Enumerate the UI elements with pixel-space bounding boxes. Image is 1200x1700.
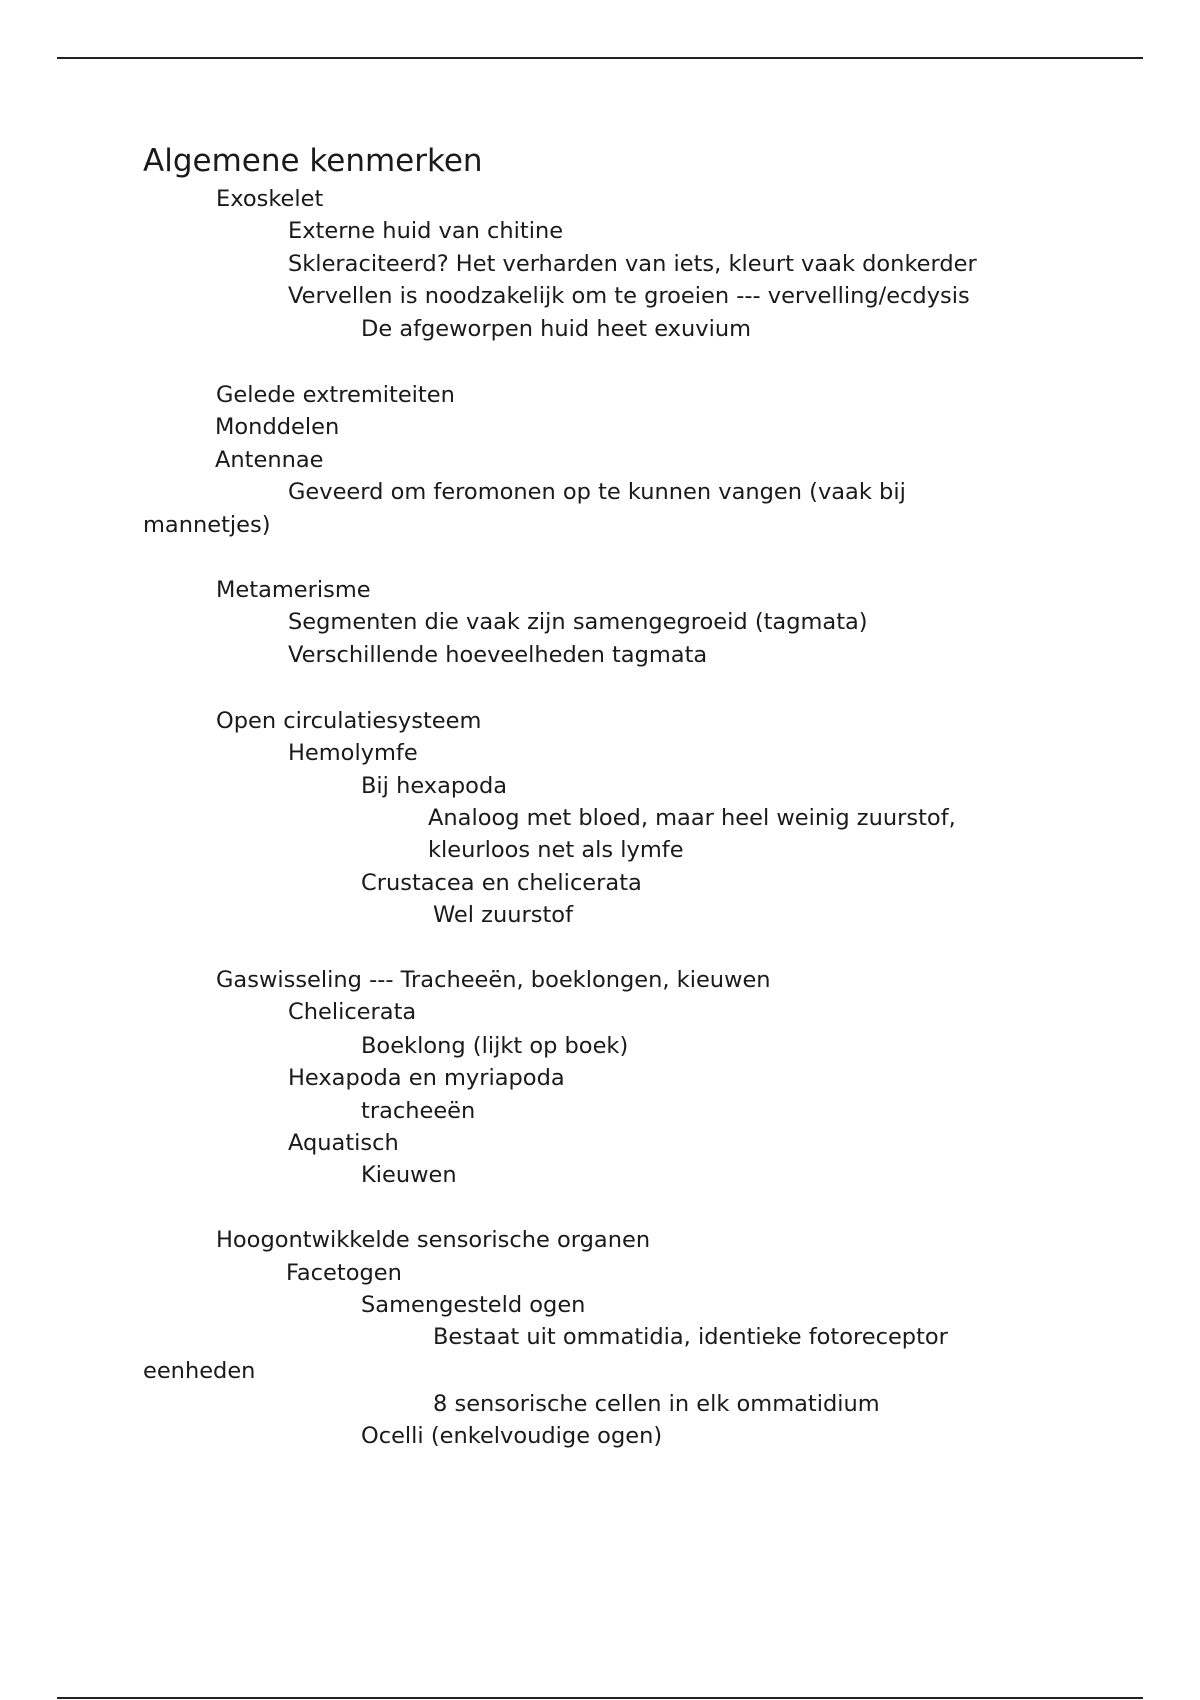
outline-item: Hexapoda en myriapoda [288, 1065, 565, 1091]
outline-item: Gelede extremiteiten [216, 382, 455, 408]
top-rule [57, 57, 1143, 59]
outline-item: Skleraciteerd? Het verharden van iets, kleurt vaak donkerder [288, 251, 977, 277]
outline-item: Gaswisseling --- Tracheeën, boeklongen, kieuwen [216, 967, 771, 993]
outline-item: De afgeworpen huid heet exuvium [361, 316, 752, 342]
outline-item: Wel zuurstof [433, 902, 573, 928]
outline-item: Hoogontwikkelde sensorische organen [216, 1227, 651, 1253]
outline-item: Bestaat uit ommatidia, identieke fotoreceptor [433, 1324, 948, 1350]
outline-item: Boeklong (lijkt op boek) [361, 1033, 629, 1059]
outline-item: Monddelen [215, 414, 340, 440]
outline-item: Ocelli (enkelvoudige ogen) [361, 1423, 663, 1449]
outline-item: Exoskelet [216, 186, 324, 212]
outline-item: kleurloos net als lymfe [428, 837, 684, 863]
outline-item: Bij hexapoda [361, 773, 508, 799]
bottom-rule [57, 1697, 1143, 1699]
outline-item: Crustacea en chelicerata [361, 870, 642, 896]
outline-item: tracheeën [361, 1098, 476, 1124]
outline-item: 8 sensorische cellen in elk ommatidium [433, 1391, 880, 1417]
outline-item: Vervellen is noodzakelijk om te groeien --- vervelling/ecdysis [288, 283, 970, 309]
outline-item: Metamerisme [216, 577, 371, 603]
outline-item: Open circulatiesysteem [216, 708, 482, 734]
outline-item: Externe huid van chitine [288, 218, 564, 244]
page-title: Algemene kenmerken [143, 143, 483, 179]
outline-item: Hemolymfe [288, 740, 418, 766]
outline-item: Analoog met bloed, maar heel weinig zuurstof, [428, 805, 956, 831]
outline-item: Samengesteld ogen [361, 1292, 586, 1318]
outline-item: Kieuwen [361, 1162, 457, 1188]
outline-item: Antennae [215, 447, 324, 473]
outline-item: Verschillende hoeveelheden tagmata [288, 642, 708, 668]
outline-item: Aquatisch [288, 1130, 399, 1156]
outline-item: Facetogen [286, 1260, 402, 1286]
outline-item: Chelicerata [288, 999, 417, 1025]
outline-item: Geveerd om feromonen op te kunnen vangen (vaak bij [288, 479, 906, 505]
outline-item: eenheden [143, 1358, 256, 1384]
outline-item: Segmenten die vaak zijn samengegroeid (tagmata) [288, 609, 868, 635]
outline-item: mannetjes) [143, 512, 271, 538]
